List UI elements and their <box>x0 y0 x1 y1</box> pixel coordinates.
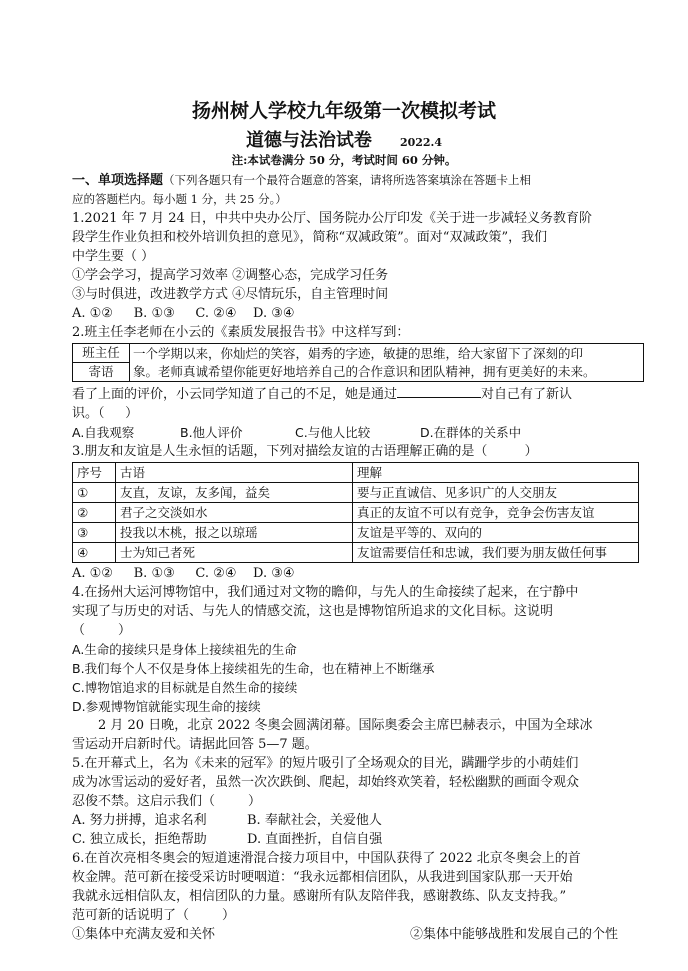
q6-item-1: ①集体中充满友爱和关怀 <box>72 927 216 942</box>
q2-line-2 <box>72 383 652 404</box>
q2-options <box>72 423 652 442</box>
row-proverb: 友直，友谅，友多闻，益矣 <box>116 483 353 503</box>
header-no: 序号 <box>73 463 116 483</box>
row-no: ① <box>73 483 116 503</box>
section-instruction-2: 应的答题栏内。每小题 1 分，共 25 分。） <box>72 192 287 206</box>
exam-note: 注:本试卷满分 50 分，考试时间 60 分钟。 <box>231 153 457 167</box>
context-line-1: 2 月 20 日晚，北京 2022 冬奥会圆满闭幕。国际奥委会主席巴赫表示，中国为全球冰 <box>98 718 593 733</box>
teacher-comment-text-2: 象。老师真诚希望你能更好地培养自己的合作意识和团队精神，拥有更美好的未来。 <box>133 363 596 379</box>
row-proverb: 君子之交淡如水 <box>116 503 353 523</box>
q1-line-3: 中学生要（ ） <box>72 249 155 264</box>
table-row <box>73 483 639 503</box>
q5-option-b: B. 奉献社会，关爱他人 <box>247 813 382 828</box>
row-no: ② <box>73 503 116 523</box>
q6-line-3: 我就永远相信队友，相信团队的力量。感谢所有队友陪伴我，感谢教练、队友支持我。” <box>72 889 567 904</box>
proverb-table-header <box>73 463 639 483</box>
row-understanding: 要与正直诚信、见多识广的人交朋友 <box>353 483 639 503</box>
q3-line-1: 3.朋友和友谊是人生永恒的话题，下列对描绘友谊的古语理解正确的是（ ） <box>72 444 538 459</box>
q5-line-3: 忍俊不禁。这启示我们（ ） <box>72 794 262 809</box>
context-line-2: 雪运动开启新时代。请据此回答 5—7 题。 <box>72 737 318 752</box>
q2-option-a: A.自我观察 <box>72 425 135 440</box>
row-understanding: 真正的友谊不可以有竞争，竞争会伤害友谊 <box>353 503 639 523</box>
q5-line-2: 成为冰雪运动的爱好者，虽然一次次跌倒、爬起，却始终欢笑着，轻松幽默的画面令观众 <box>72 775 580 790</box>
teacher-comment-text-1: 一个学期以来，你灿烂的笑容，娟秀的字迹，敏捷的思维，给大家留下了深刻的印 <box>133 345 584 361</box>
teacher-comment-label-1: 班主任 <box>73 344 130 363</box>
proverb-table <box>72 462 639 563</box>
q1-line-5: ③与时俱进，改进教学方式 ④尽情玩乐，自主管理时间 <box>72 287 389 302</box>
q3-options: A. ①② B. ①③ C. ②④ D. ③④ <box>72 566 295 581</box>
q6-line-1: 6.在首次亮相冬奥会的短道速滑混合接力项目中，中国队获得了 2022 北京冬奥会上的首 <box>72 851 581 866</box>
q5-option-d: D. 直面挫折，自信自强 <box>247 832 383 847</box>
school-title: 扬州树人学校九年级第一次模拟考试 <box>191 100 496 122</box>
q5-line-1: 5.在开幕式上，名为《未来的冠军》的短片吸引了全场观众的目光，蹒跚学步的小萌娃们 <box>72 756 579 771</box>
subject-title-line <box>0 126 688 152</box>
q6-item-2: ②集体中能够战胜和发展自己的个性 <box>409 927 618 942</box>
row-understanding: 友谊需要信任和忠诚，我们要为朋友做任何事 <box>353 543 639 563</box>
q4-option-b: B.我们每个人不仅是身体上接续祖先的生命，也在精神上不断继承 <box>72 661 435 676</box>
q6-items <box>72 925 618 944</box>
q4-option-c: C.博物馆追求的目标就是自然生命的接续 <box>72 680 298 695</box>
teacher-comment-table <box>72 343 644 382</box>
subject-title: 道德与法治试卷 <box>245 130 372 151</box>
table-row <box>73 543 639 563</box>
q2-option-c: C.与他人比较 <box>295 425 371 440</box>
header-understanding: 理解 <box>353 463 639 483</box>
q6-line-2: 枚金牌。范可新在接受采访时哽咽道：“我永远都相信团队，从我进到国家队那一天开始 <box>72 870 573 885</box>
section-heading-line <box>72 171 652 190</box>
q2-option-b: B.他人评价 <box>180 425 243 440</box>
q2-line-2-b: 对自己有了新认 <box>481 387 573 402</box>
q1-line-1: 1.2021 年 7 月 24 日，中共中央办公厅、国务院办公厅印发《关于进一步减轻义务教育阶 <box>72 211 592 226</box>
exam-date: 2022.4 <box>399 136 443 149</box>
exam-content <box>72 171 652 944</box>
q6-line-4: 范可新的话说明了（ ） <box>72 908 236 923</box>
q2-option-d: D.在群体的关系中 <box>420 425 522 440</box>
q2-line-3: 识。（ ） <box>72 406 139 421</box>
q1-line-2: 段学生作业负担和校外培训负担的意见》，简称“双减政策”。面对“双减政策”，我们 <box>72 230 548 245</box>
q1-line-4: ①学会学习，提高学习效率 ②调整心态，完成学习任务 <box>72 268 389 283</box>
q5-option-c: C. 独立成长，拒绝帮助 <box>72 832 207 847</box>
q4-option-a: A.生命的接续只是身体上接续祖先的生命 <box>72 642 297 657</box>
q2-blank <box>397 383 481 398</box>
q5-options-2 <box>72 830 652 849</box>
teacher-comment-text <box>130 344 644 382</box>
teacher-comment-row-1 <box>73 344 644 363</box>
q4-line-2: 实现了与历史的对话、与先人的情感交流，这也是博物馆所追求的文化目标。这说明 <box>72 604 554 619</box>
q2-line-1: 2.班主任李老师在小云的《素质发展报告书》中这样写到： <box>72 325 410 340</box>
q5-option-a: A. 努力拼搏，追求名利 <box>72 813 207 828</box>
section-instruction-1: （下列各题只有一个最符合题意的答案，请将所选答案填涂在答题卡上相 <box>163 173 532 187</box>
q4-line-1: 4.在扬州大运河博物馆中，我们通过对文物的瞻仰，与先人的生命接续了起来，在宁静中 <box>72 585 579 600</box>
row-understanding: 友谊是平等的、双向的 <box>353 523 639 543</box>
header-proverb: 古语 <box>116 463 353 483</box>
table-row <box>73 523 639 543</box>
q5-options-1 <box>72 811 652 830</box>
row-proverb: 投我以木桃，报之以琼瑶 <box>116 523 353 543</box>
q4-option-d: D.参观博物馆就能实现生命的接续 <box>72 699 261 714</box>
q1-options: A. ①② B. ①③ C. ②④ D. ③④ <box>72 306 295 321</box>
row-no: ③ <box>73 523 116 543</box>
q2-line-2-a: 看了上面的评价，小云同学知道了自己的不足，她是通过 <box>72 387 398 402</box>
q4-line-3: （ ） <box>72 623 132 638</box>
row-no: ④ <box>73 543 116 563</box>
teacher-comment-label-2: 寄语 <box>73 363 130 382</box>
table-row <box>73 503 639 523</box>
row-proverb: 士为知己者死 <box>116 543 353 563</box>
section-heading: 一、单项选择题 <box>72 173 164 188</box>
